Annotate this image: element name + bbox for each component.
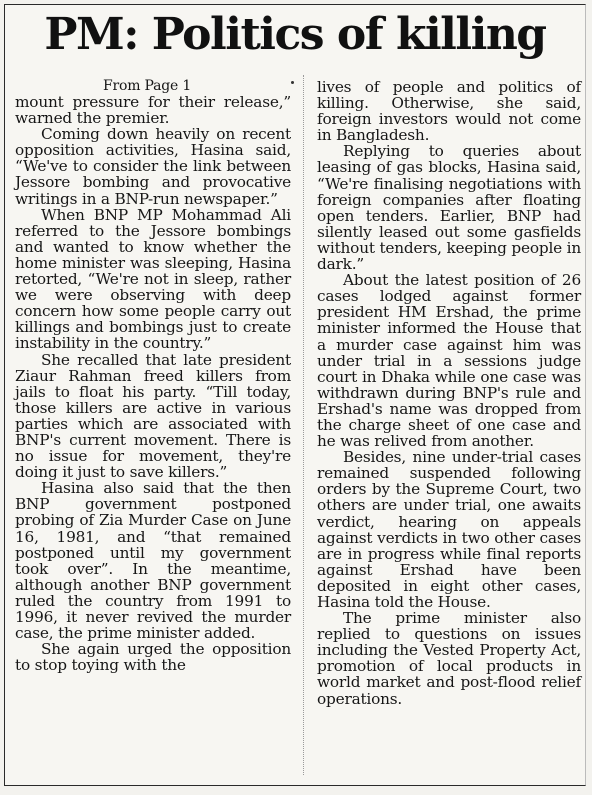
paragraph: She again urged the opposition to stop toying with the xyxy=(15,640,291,675)
paragraph: She recalled that late president Ziaur Rahman freed killers from jails to float his party. “Till today, those killers are active in various parties which are associated with BNP's current movement. There is no issue for movement, they're doing it just to save killers.” xyxy=(15,350,291,482)
paragraph: When BNP MP Mohammad Ali referred to the Jessore bombings and wanted to know whether the home minister was sleeping, Hasina retorted, “We're not in sleep, rather we were observing with deep concern how some people carry out killings and bombings just to create instability in the country.” xyxy=(15,205,291,353)
paragraph: lives of people and politics of killing. Otherwise, she said, foreign investors would not come in Bangladesh. xyxy=(317,78,581,145)
paragraph: Coming down heavily on recent opposition activities, Hasina said, “We've to consider the link between Jessore bombing and provocative writings in a BNP-run newspaper.” xyxy=(15,125,291,208)
paragraph: The prime minister also replied to questions on issues including the Vested Property Act, promotion of local products in world market and post-flood relief operations. xyxy=(317,609,581,708)
right-column xyxy=(317,79,581,707)
paragraph: Hasina also said that the then BNP government postponed probing of Zia Murder Case on June 16, 1981, and “that remained postponed until my government took over”. In the meantime, although another BNP government ruled the country from 1991 to 1996, it never revived the murder case, the prime minister added. xyxy=(15,479,291,643)
bullet-dot xyxy=(291,81,294,84)
left-column xyxy=(15,79,291,673)
paragraph: Replying to queries about leasing of gas blocks, Hasina said, “We're finalising negotiations with foreign companies after floating open tenders. Earlier, BNP had silently leased out some gasfields without tenders, keeping people in dark.” xyxy=(317,142,582,274)
headline: PM: Politics of killing xyxy=(44,9,546,60)
paragraph: About the latest position of 26 cases lodged against former president HM Ershad, the prime minister informed the House that a murder case against him was under trial in a sessions judge court in Dhaka while one case was withdrawn during BNP's rule and Ershad's name was dropped from the charge sheet of one case and he was relived from another. xyxy=(317,271,581,451)
jump-line: From Page 1 xyxy=(103,78,192,94)
column-divider xyxy=(303,75,304,775)
paragraph: mount pressure for their release,” warned the premier. xyxy=(15,93,291,128)
newspaper-clipping xyxy=(4,4,586,786)
paragraph: Besides, nine under-trial cases remained suspended following orders by the Supreme Court, two others are under trial, one awaits verdict, hearing on appeals against verdicts in two other cases are in progress while final reports against Ershad have been deposited in eight other cases, Hasina told the House. xyxy=(317,448,581,611)
